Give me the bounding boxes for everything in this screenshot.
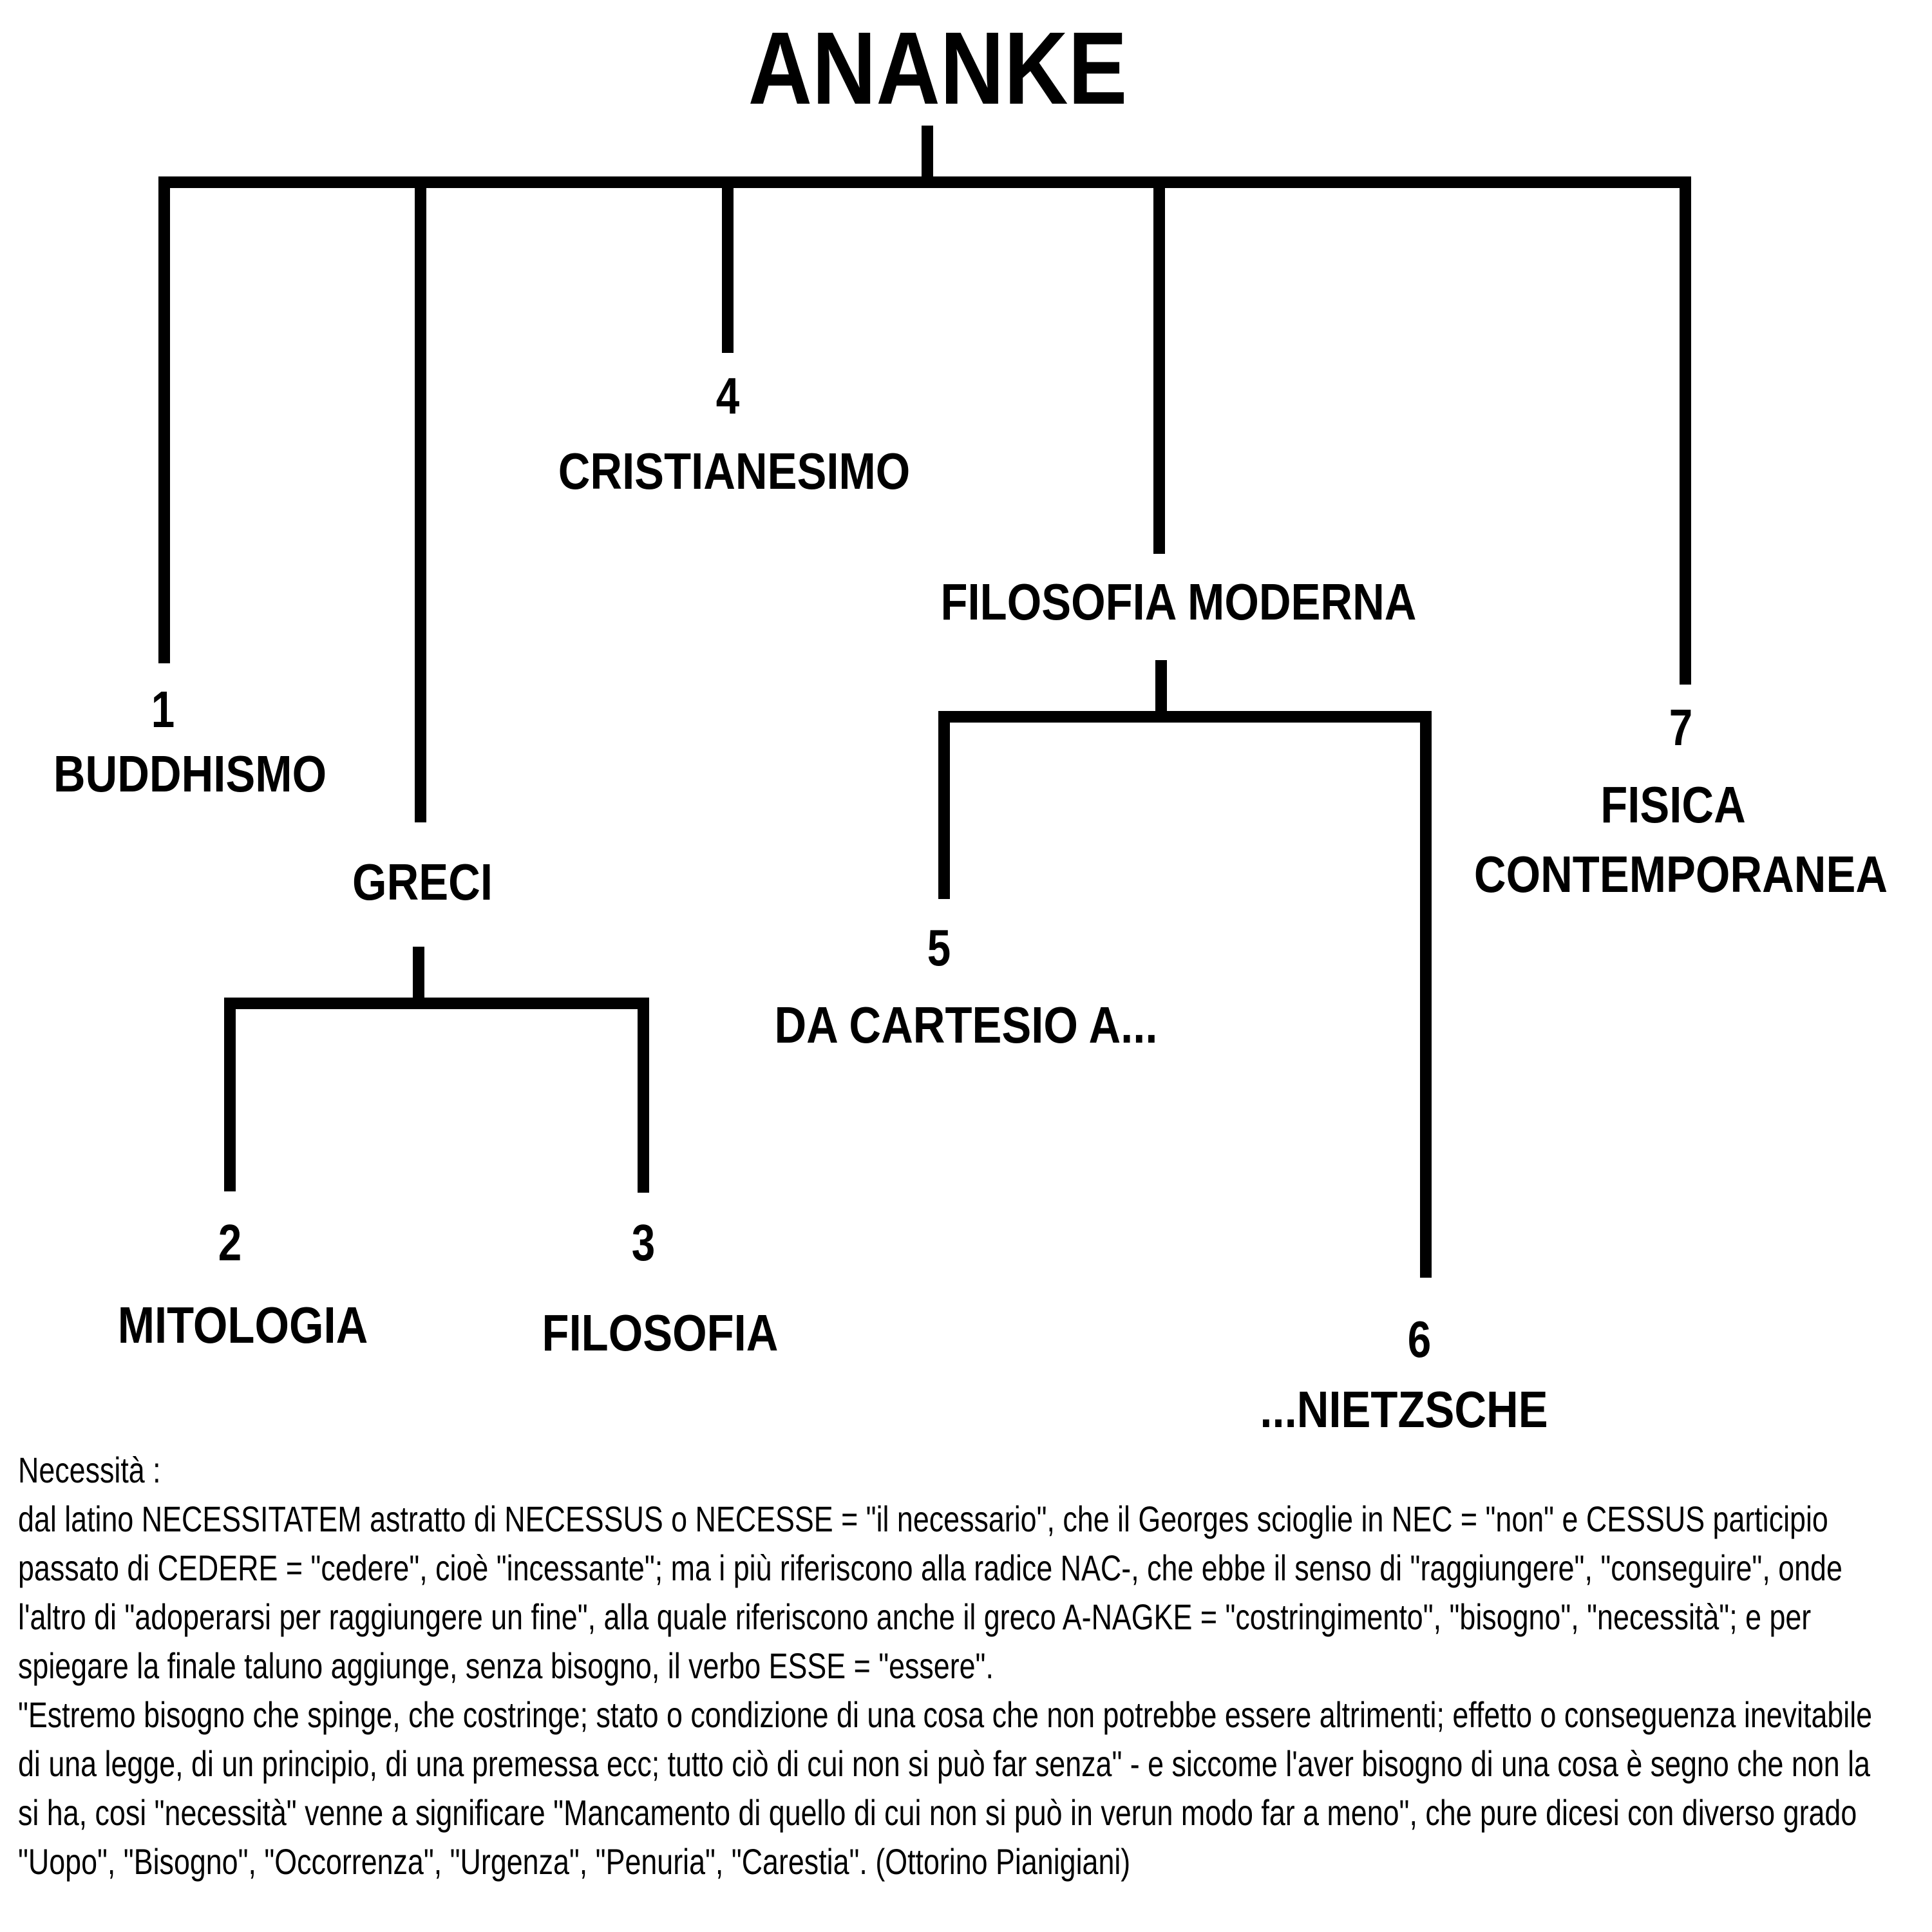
node-number-cristianesimo: 4 [715, 367, 740, 424]
caption-paragraph-etymology: dal latino NECESSITATEM astratto di NECESSUS o NECESSE = "il necessario", che il Georges scioglie in NEC = "non" e CESSUS participio passato di CEDERE = "cedere", cioè "incessante"; ma i più riferiscono alla radice NAC-, che ebbe il senso di "raggiungere", "conseguire", onde l'altro di "adoperarsi per raggiungere un fine", alla quale riferiscono anche il greco A-NAGKE = "costringimento", "bisogno", "necessità"; e per spiegare la finale taluno aggiunge, senza bisogno, il verbo ESSE = "essere". [18, 1499, 1842, 1686]
node-label-mitologia: MITOLOGIA [117, 1296, 368, 1354]
node-number-fisica: 7 [1669, 699, 1693, 756]
node-label-greci: GRECI [352, 853, 493, 911]
node-number-cartesio: 5 [927, 919, 951, 976]
node-label-filosofia: FILOSOFIA [542, 1304, 779, 1361]
node-label-fisica-line1: FISICA [1600, 776, 1746, 833]
node-number-nietzsche: 6 [1407, 1311, 1432, 1368]
node-label-cartesio: DA CARTESIO A... [774, 996, 1158, 1054]
caption-heading: Necessità : [18, 1450, 161, 1490]
node-label-fisica-line2: CONTEMPORANEA [1473, 846, 1888, 903]
diagram-title: ANANKE [748, 10, 1128, 126]
node-label-cristianesimo: CRISTIANESIMO [558, 442, 911, 500]
node-label-buddhismo: BUDDHISMO [53, 745, 327, 802]
node-number-filosofia: 3 [631, 1214, 656, 1271]
node-label-filosofia-moderna: FILOSOFIA MODERNA [940, 573, 1417, 630]
caption-paragraph-definition: "Estremo bisogno che spinge, che costringe; stato o condizione di una cosa che non potrebbe essere altrimenti; effetto o conseguenza inevitabile di una legge, di un principio, di una premessa ecc; tutto ciò di cui non si può far senza" - e siccome l'aver bisogno di una cosa è segno che non la si ha, cosi "necessità" venne a significare "Mancamento di quello di cui non si può in verun modo far a meno", che pure dicesi con diverso grado "Uopo", "Bisogno", "Occorrenza", "Urgenza", "Penuria", "Carestia". (Ottorino Pianigiani) [18, 1694, 1873, 1882]
node-number-buddhismo: 1 [151, 681, 175, 738]
node-number-mitologia: 2 [218, 1214, 242, 1271]
etymology-caption [18, 1446, 1888, 1886]
node-label-nietzsche: ...NIETZSCHE [1260, 1381, 1548, 1438]
